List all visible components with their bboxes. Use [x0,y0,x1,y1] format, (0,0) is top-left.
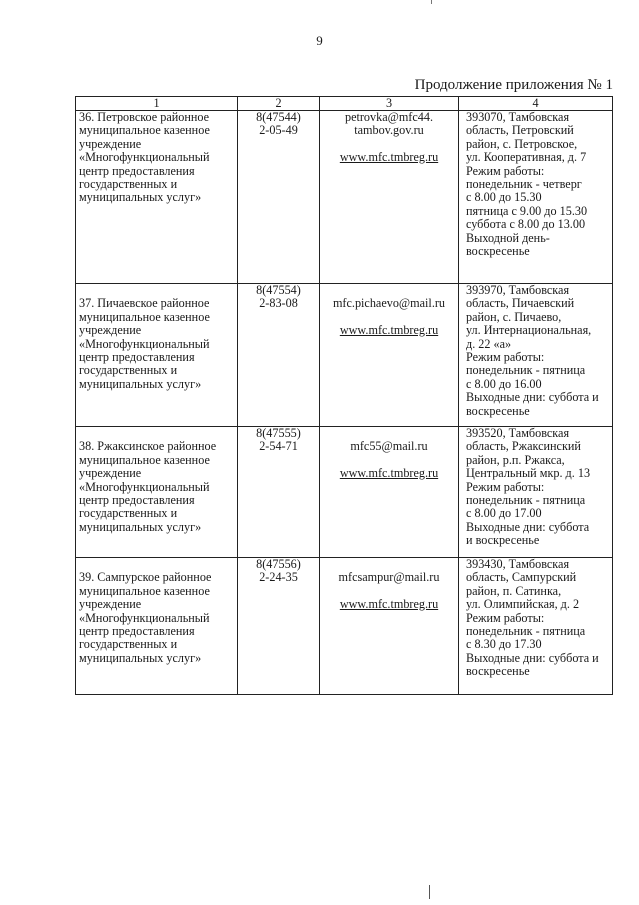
address-line: район, с. Пичаево, [466,309,562,324]
organization-name-line: 39. Сампурское районное [79,570,212,585]
website-link[interactable]: www.mfc.tmbreg.ru [339,596,439,611]
email-link[interactable]: mfc.pichaevo@mail.ru [332,296,446,311]
organization-name-line: муниципальное казенное [79,452,210,467]
phone-line: 2-24-35 [259,570,298,585]
address-line: с 8.00 до 17.00 [466,506,542,521]
column-header-1: 1 [76,97,238,111]
address-line: воскресенье [466,664,530,679]
organization-name-line: муниципальных услуг» [79,376,202,391]
phone-line: 2-05-49 [259,123,298,138]
address-line: Центральный мкр. д. 13 [466,466,591,481]
address-line: Режим работы: [466,350,545,365]
address-line: Выходные дни: суббота и [466,650,599,665]
address-line: область, Сампурский [466,570,577,585]
website-link[interactable]: www.mfc.tmbreg.ru [339,149,439,164]
address-line: область, Петровский [466,123,574,138]
address-line: Выходной день- [466,230,550,245]
organization-name-cell [76,558,238,695]
website-link[interactable]: www.mfc.tmbreg.ru [339,322,439,337]
address-schedule-cell [459,427,613,558]
address-line: ул. Олимпийская, д. 2 [466,597,580,612]
address-line: д. 22 «а» [466,336,512,351]
table-row [76,427,613,558]
organization-name-line: учреждение [79,323,142,338]
address-line: ул. Кооперативная, д. 7 [466,150,587,165]
organization-name-line: муниципальных услуг» [79,650,202,665]
page-number: 9 [316,33,323,48]
organization-name-line: 37. Пичаевское районное [79,296,210,311]
phone-cell [238,284,320,427]
scan-mark-top [431,0,432,4]
organization-name-line: муниципальных услуг» [79,190,202,205]
address-schedule-cell [459,558,613,695]
address-line: понедельник - пятница [466,624,586,639]
address-line: район, с. Петровское, [466,136,578,151]
contact-cell [320,284,459,427]
address-line: суббота с 8.00 до 13.00 [466,217,586,232]
organization-name-line: учреждение [79,466,142,481]
email-link [323,284,455,297]
organization-name-line: центр предоставления [79,163,195,178]
contact-cell [320,111,459,284]
address-line: Выходные дни: суббота и [466,390,599,405]
address-line: область, Ржаксинский [466,439,581,454]
organization-name-line: центр предоставления [79,624,195,639]
phone-cell [238,111,320,284]
phone-line: 8(47544) [256,110,301,124]
address-line: 393430, Тамбовская [466,557,570,571]
phone-line: 8(47556) [256,557,301,571]
table-body [76,111,613,695]
address-line: с 8.00 до 15.30 [466,190,542,205]
organization-name-line: муниципальное казенное [79,123,210,138]
email-link[interactable]: tambov.gov.ru [354,123,424,138]
phone-line: 8(47555) [256,426,301,440]
organization-name-line: центр предоставления [79,350,195,365]
address-line: понедельник - пятница [466,363,586,378]
organization-name-line: государственных и [79,363,178,378]
address-line: понедельник - четверг [466,177,582,192]
address-line: воскресенье [466,403,530,418]
phone-line: 8(47554) [256,283,301,297]
column-header-4: 4 [459,97,613,111]
address-line: Режим работы: [466,163,545,178]
organization-name-line: 36. Петровское районное [79,110,210,124]
address-line: с 8.00 до 16.00 [466,376,542,391]
table-row [76,558,613,695]
address-line: Режим работы: [466,610,545,625]
phone-cell [238,427,320,558]
address-line: область, Пичаевский [466,296,575,311]
phone-line: 2-83-08 [259,296,298,311]
organization-name-line: государственных и [79,506,178,521]
address-line: район, р.п. Ржакса, [466,452,565,467]
address-line: пятница с 9.00 до 15.30 [466,203,588,218]
address-line: и воскресенье [466,533,540,548]
table-row [76,111,613,284]
email-link[interactable]: petrovka@mfc44. [344,110,434,124]
address-line: Режим работы: [466,479,545,494]
address-line: Выходные дни: суббота [466,519,590,534]
organization-name-cell [76,427,238,558]
organization-name-line: «Многофункциональный [79,479,210,494]
organization-name-line [79,284,234,297]
appendix-title: Продолжение приложения № 1 [414,77,613,93]
email-link[interactable]: mfc55@mail.ru [350,439,428,454]
phone-cell [238,558,320,695]
address-line: 393970, Тамбовская [466,283,570,297]
column-header-2: 2 [238,97,320,111]
organization-name-line: «Многофункциональный [79,336,210,351]
organization-name-cell [76,284,238,427]
address-schedule-cell [459,284,613,427]
organization-name-line [79,558,234,571]
address-line: район, п. Сатинка, [466,583,562,598]
organization-name-line: «Многофункциональный [79,150,210,165]
email-link[interactable]: mfcsampur@mail.ru [338,570,440,585]
address-schedule-cell [459,111,613,284]
organization-name-line: учреждение [79,597,142,612]
contact-cell [320,558,459,695]
table-row [76,284,613,427]
organization-name-line: государственных и [79,637,178,652]
email-link [323,427,455,440]
email-link [323,558,455,571]
address-line: 393520, Тамбовская [466,426,570,440]
address-line: 393070, Тамбовская [466,110,570,124]
scan-mark-bottom [429,885,430,899]
phone-line: 2-54-71 [259,439,298,454]
address-line: ул. Интернациональная, [466,323,592,338]
contact-cell [320,427,459,558]
organization-name-line: центр предоставления [79,493,195,508]
organization-name-line: муниципальное казенное [79,583,210,598]
column-header-3: 3 [320,97,459,111]
website-link[interactable]: www.mfc.tmbreg.ru [339,465,439,480]
address-line: воскресенье [466,244,530,259]
mfc-table [75,96,613,695]
organization-name-line: муниципальное казенное [79,309,210,324]
address-line: понедельник - пятница [466,493,586,508]
header-row [76,97,613,111]
organization-name-line: 38. Ржаксинское районное [79,439,217,454]
organization-name-line: муниципальных услуг» [79,519,202,534]
organization-name-line: государственных и [79,177,178,192]
organization-name-cell [76,111,238,284]
organization-name-line: учреждение [79,136,142,151]
address-line: с 8.30 до 17.30 [466,637,542,652]
organization-name-line: «Многофункциональный [79,610,210,625]
organization-name-line [79,427,234,440]
